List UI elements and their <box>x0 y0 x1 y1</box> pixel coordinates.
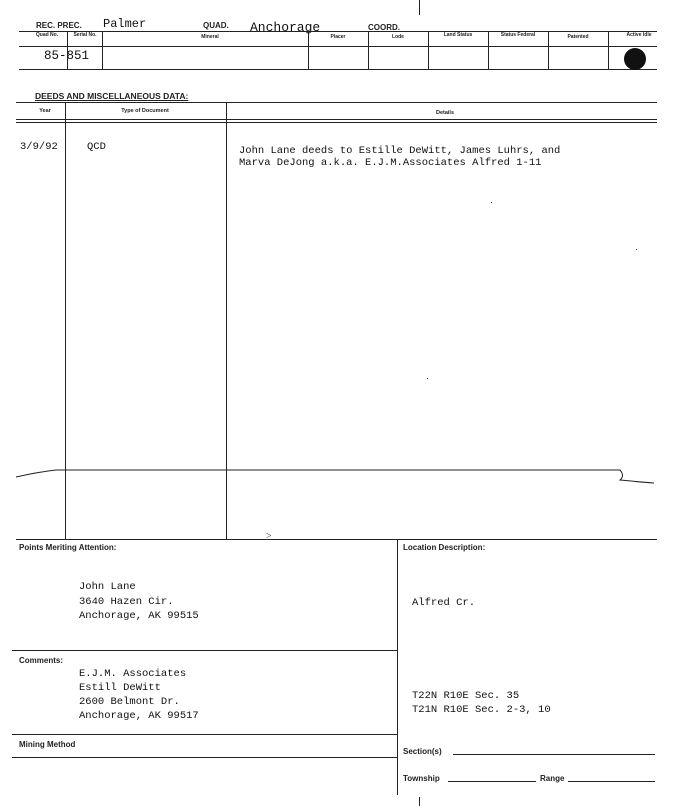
top-tick-mark <box>419 0 420 15</box>
col-mineral: Mineral <box>201 34 219 40</box>
location-trs-line1: T22N R10E Sec. 35 <box>412 690 520 702</box>
col-placer: Placer <box>330 34 346 40</box>
quad-label: QUAD. <box>203 21 229 30</box>
fold-line <box>0 462 678 492</box>
sections-label: Section(s) <box>403 747 442 756</box>
comments-line1: E.J.M. Associates <box>79 668 187 680</box>
rec-prec-value: Palmer <box>103 17 147 31</box>
comments-label: Comments: <box>19 656 64 665</box>
col-divider <box>308 31 309 69</box>
location-name: Alfred Cr. <box>412 597 476 609</box>
bottom-tick-mark <box>419 797 420 806</box>
points-line3: Anchorage, AK 99515 <box>79 610 199 622</box>
deeds-rule-header <box>16 119 657 120</box>
location-label: Location Description: <box>403 543 486 552</box>
points-line2: 3640 Hazen Cir. <box>79 596 174 608</box>
quad-no-value: 85-851 <box>44 49 90 63</box>
col-quad-no: Quad No. <box>35 32 59 38</box>
col-divider <box>428 31 429 69</box>
deeds-rule-top <box>16 102 657 103</box>
range-label: Range <box>540 774 565 783</box>
township-field-line <box>448 781 536 782</box>
coord-label: COORD. <box>368 23 400 32</box>
points-label: Points Meriting Attention: <box>19 543 117 552</box>
deed-details-line2: Marva DeJong a.k.a. E.J.M.Associates Alfred 1-11 <box>239 157 542 169</box>
col-divider <box>102 31 103 69</box>
speck <box>636 249 637 250</box>
speck <box>427 378 428 379</box>
range-field-line <box>568 781 655 782</box>
col-lode: Lode <box>392 34 404 40</box>
status-dot-marker <box>624 48 646 70</box>
deed-year: 3/9/92 <box>20 141 58 153</box>
location-trs-line2: T21N R10E Sec. 2-3, 10 <box>412 704 551 716</box>
col-divider <box>608 31 609 69</box>
col-patented: Patented <box>567 34 589 40</box>
col-details: Details <box>435 110 455 116</box>
col-divider <box>488 31 489 69</box>
header-rule-bottom <box>19 69 657 70</box>
deeds-rule-bottom <box>16 539 657 540</box>
col-divider <box>368 31 369 69</box>
comments-line2: Estill DeWitt <box>79 682 161 694</box>
quad-value: Anchorage <box>250 20 321 35</box>
col-divider <box>548 31 549 69</box>
deed-details-line1: John Lane deeds to Estille DeWitt, James Luhrs, and <box>239 145 561 157</box>
col-status-federal: Status Federal <box>500 32 536 38</box>
comments-rule <box>12 650 397 651</box>
header-rule-top <box>19 31 657 32</box>
col-land-status: Land Status <box>443 32 473 38</box>
comments-line3: 2600 Belmont Dr. <box>79 696 180 708</box>
township-label: Township <box>403 774 440 783</box>
deeds-rule-header-double <box>16 122 657 123</box>
col-active-idle: Active Idle <box>626 32 652 38</box>
mining-method-label: Mining Method <box>19 740 76 749</box>
rec-prec-label: REC. PREC. <box>36 21 82 30</box>
points-line1: John Lane <box>79 581 136 593</box>
header-rule-mid <box>19 46 657 47</box>
speck <box>491 202 492 203</box>
col-year: Year <box>39 108 51 114</box>
comments-line4: Anchorage, AK 99517 <box>79 710 199 722</box>
sections-field-line <box>453 754 655 755</box>
small-mark: ˃ <box>266 531 272 542</box>
mining-rule <box>12 734 397 735</box>
deeds-section-title: DEEDS AND MISCELLANEOUS DATA: <box>35 91 189 101</box>
mining-method-field-line <box>12 757 397 758</box>
col-serial-no: Serial No. <box>73 32 97 38</box>
deed-type: QCD <box>87 141 106 153</box>
location-divider <box>397 539 398 795</box>
col-type-of-document: Type of Document <box>121 108 169 114</box>
